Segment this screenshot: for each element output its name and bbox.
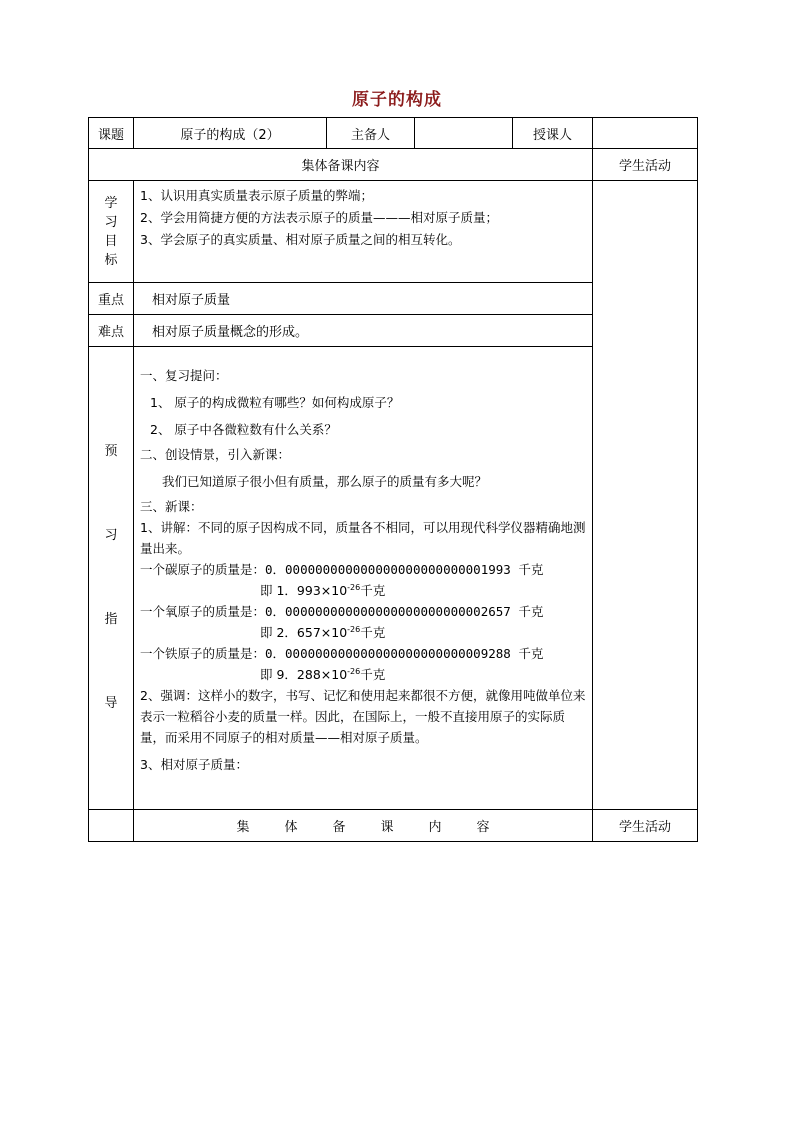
oxygen-sci-notation [140,622,586,643]
activity-column [593,181,698,810]
relative-mass-heading: 3、相对原子质量： [140,757,248,772]
footer-char: 容 [476,820,490,835]
carbon-sci-prefix: 即 1．993×10 [260,583,348,598]
carbon-sci-notation [140,580,586,601]
preparer-label: 主备人 [327,118,415,149]
header-row [89,118,698,149]
course-value: 原子的构成（2） [134,118,327,149]
objectives-label-char: 标 [104,252,118,268]
objectives-label [89,181,134,283]
difficulty-label: 难点 [89,315,134,347]
activity-header: 学生活动 [593,149,698,181]
objectives-label-char: 学 [104,195,118,211]
oxygen-mass-line: 一个氧原子的质量是：0．000000000000000000000000002657 千克 [140,604,544,619]
objectives-row [89,181,698,283]
iron-sci-prefix: 即 9．288×10 [260,667,348,682]
oxygen-sci-unit: 千克 [360,625,386,640]
emphasis-text: 2、强调：这样小的数字，书写、记忆和使用起来都很不方便，就像用吨做单位来表示一粒稻谷小麦的质量一样。因此，在国际上，一般不直接用原子的实际质量，而采用不同原子的相对质量——相对原子质量。 [140,688,586,745]
review-question: 2、 原子中各微粒数有什么关系？ [150,422,337,437]
objective-item: 3、学会原子的真实质量、相对原子质量之间的相互转化。 [140,232,461,247]
key-point-text: 相对原子质量 [134,283,593,315]
iron-sci-notation [140,664,586,685]
objectives-label-char: 习 [104,214,118,230]
scene-text: 我们已知道原子很小但有质量，那么原子的质量有多大呢？ [162,474,488,489]
scene-heading: 二、创设情景，引入新课： [140,447,291,462]
difficulty-text: 相对原子质量概念的形成。 [134,315,593,347]
key-point-label: 重点 [89,283,134,315]
new-lesson-heading: 三、新课： [140,499,203,514]
objectives-content [134,181,593,283]
preview-label-char: 导 [104,696,118,711]
preparer-value [415,118,513,149]
footer-char: 内 [428,820,442,835]
preview-label-char: 预 [104,444,118,459]
section-header-row [89,149,698,181]
teacher-label: 授课人 [513,118,593,149]
carbon-sci-exp: -26 [347,582,361,592]
footer-empty-cell [89,810,134,842]
preview-label-char: 习 [104,528,118,543]
iron-sci-exp: -26 [347,666,361,676]
carbon-mass-line: 一个碳原子的质量是：0．000000000000000000000000001993 千克 [140,562,544,577]
carbon-sci-unit: 千克 [360,583,386,598]
preview-label-char: 指 [104,612,118,627]
preview-label [89,347,134,810]
explain-text: 1、讲解：不同的原子因构成不同，质量各不相同，可以用现代科学仪器精确地测量出来。 [140,520,586,556]
review-question: 1、 原子的构成微粒有哪些？如何构成原子？ [150,395,400,410]
iron-mass-line: 一个铁原子的质量是：0．000000000000000000000000009288 千克 [140,646,544,661]
footer-content-header [134,810,593,842]
content-header: 集体备课内容 [89,149,593,181]
objective-item: 2、学会用简捷方便的方法表示原子的质量———相对原子质量； [140,210,498,225]
preview-content [134,347,593,810]
lesson-plan-table [88,117,698,842]
objectives-label-char: 目 [104,233,118,249]
footer-char: 体 [284,820,298,835]
review-heading: 一、复习提问： [140,368,228,383]
oxygen-sci-prefix: 即 2．657×10 [260,625,348,640]
footer-char: 集 [236,820,250,835]
course-label: 课题 [89,118,134,149]
footer-char: 备 [332,820,346,835]
footer-activity-header: 学生活动 [593,810,698,842]
footer-row [89,810,698,842]
page-title: 原子的构成 [352,90,442,110]
objective-item: 1、认识用真实质量表示原子质量的弊端； [140,188,373,203]
iron-sci-unit: 千克 [360,667,386,682]
oxygen-sci-exp: -26 [347,624,361,634]
teacher-value [593,118,698,149]
footer-char: 课 [380,820,394,835]
